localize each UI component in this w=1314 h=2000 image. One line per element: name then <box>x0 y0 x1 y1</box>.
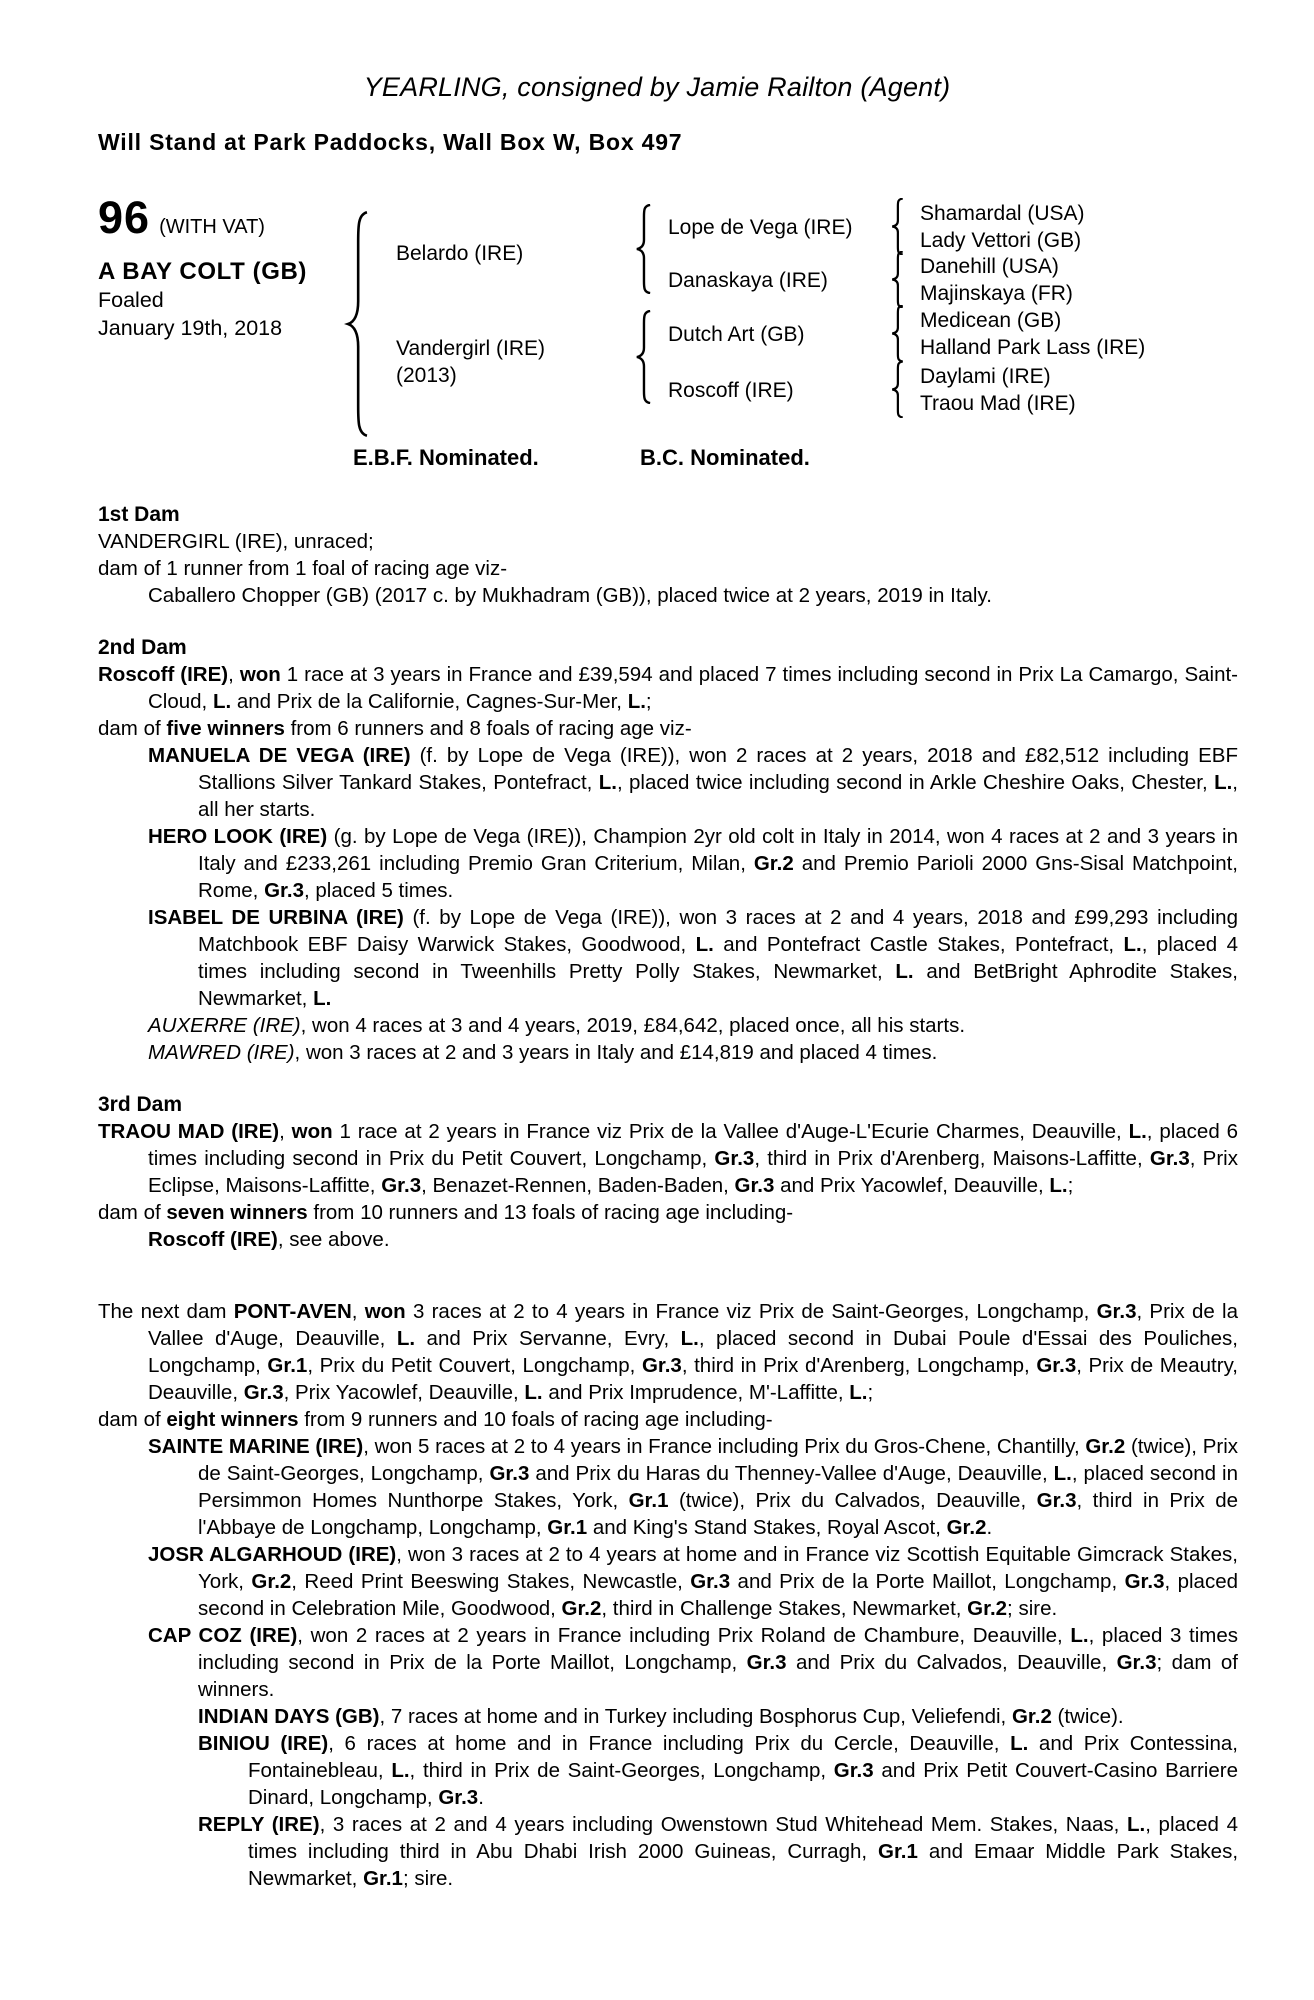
text-segment: ; <box>645 690 652 713</box>
text-segment: VANDERGIRL (IRE), unraced; <box>98 530 374 553</box>
text-segment: from 6 runners and 8 foals of racing age viz- <box>284 717 692 740</box>
text-segment: five winners <box>166 717 285 740</box>
grandsire-name: Shamardal (USA) <box>920 202 1085 225</box>
text-segment: , 3 races at 2 and 4 years including Owenstown Stud Whitehead Mem. Stakes, Naas, <box>319 1813 1127 1836</box>
text-segment: Gr.2 <box>967 1597 1008 1620</box>
dam-section-heading: 1st Dam <box>98 503 180 526</box>
dam-section <box>98 1298 1238 1892</box>
text-segment: dam of <box>98 1201 167 1224</box>
granddam-name: Halland Park Lass (IRE) <box>920 336 1146 359</box>
pedigree-paragraph <box>98 1118 1238 1199</box>
text-segment: (twice). <box>1051 1705 1124 1728</box>
pedigree-paragraph <box>98 1039 1238 1066</box>
text-segment: . <box>986 1516 993 1539</box>
pedigree-paragraph <box>98 1541 1238 1622</box>
text-segment: Gr.3 <box>1124 1570 1165 1593</box>
text-segment: MANUELA DE VEGA (IRE) <box>148 744 411 767</box>
text-segment: and Prix du Calvados, Deauville, <box>786 1651 1117 1674</box>
lot-block <box>98 192 307 342</box>
text-segment: Caballero Chopper (GB) (2017 c. by Mukhadram (GB)), placed twice at 2 years, 2019 in Italy. <box>148 584 992 607</box>
text-segment: , won 2 races at 2 years in France including Prix Roland de Chambure, Deauville, <box>297 1624 1071 1647</box>
text-segment: , third in Prix de l'Abbaye de Longchamp, Longchamp, <box>198 1489 1239 1539</box>
text-segment: Gr.2 <box>946 1516 987 1539</box>
text-segment: 1 race at 3 years in France and £39,594 and placed 7 times including second in Prix La Camargo, Saint-Cloud, <box>148 663 1238 713</box>
text-segment: , placed 6 times including second in Prix du Petit Couvert, Longchamp, <box>148 1120 1238 1170</box>
text-segment: TRAOU MAD (IRE) <box>98 1120 280 1143</box>
text-segment: Gr.3 <box>1036 1489 1077 1512</box>
page-title: YEARLING, consigned by Jamie Railton (Agent) <box>363 72 951 102</box>
text-segment: and Prix Servanne, Evry, <box>415 1327 681 1350</box>
text-segment: , won 5 races at 2 to 4 years in France including Prix du Gros-Chene, Chantilly, <box>363 1435 1086 1458</box>
text-segment: L. <box>524 1381 543 1404</box>
pedigree-paragraph <box>98 1730 1238 1811</box>
text-segment: seven winners <box>166 1201 308 1224</box>
pedigree-paragraph <box>98 823 1238 904</box>
pedigree-paragraph <box>98 1199 1238 1226</box>
text-segment: and Prix Petit Couvert-Casino Barriere Dinard, Longchamp, <box>248 1759 1238 1809</box>
text-segment: , Prix de la Vallee d'Auge, Deauville, <box>148 1300 1238 1350</box>
text-segment: , Reed Print Beeswing Stakes, Newcastle, <box>291 1570 691 1593</box>
text-segment: ; <box>1067 1174 1074 1197</box>
text-segment: JOSR ALGARHOUD (IRE) <box>148 1543 397 1566</box>
ebf-nomination: E.B.F. Nominated. <box>353 445 539 470</box>
text-segment: Gr.2 <box>1085 1435 1126 1458</box>
text-segment: won <box>291 1120 333 1143</box>
pedigree-paragraph <box>98 528 1238 555</box>
text-segment: , won 3 races at 2 and 3 years in Italy and £14,819 and placed 4 times. <box>294 1041 938 1064</box>
text-segment: , placed second in Dubai Poule d'Essai des Pouliches, Longchamp, <box>148 1327 1238 1377</box>
foaled-date: January 19th, 2018 <box>98 316 283 340</box>
text-segment: Gr.2 <box>251 1570 292 1593</box>
text-segment: (twice), Prix de Saint-Georges, Longchamp, <box>198 1435 1239 1485</box>
text-segment: 3 races at 2 to 4 years in France viz Prix de Saint-Georges, Longchamp, <box>405 1300 1097 1323</box>
text-segment: Gr.3 <box>734 1174 775 1197</box>
text-segment: dam of 1 runner from 1 foal of racing age viz- <box>98 557 508 580</box>
granddam-name: Lady Vettori (GB) <box>920 229 1082 252</box>
dam-sections <box>98 501 1238 1892</box>
text-segment: , Prix du Petit Couvert, Longchamp, <box>307 1354 642 1377</box>
text-segment: , 6 races at home and in France including Prix du Cercle, Deauville, <box>328 1732 1011 1755</box>
text-segment: , <box>279 1120 292 1143</box>
text-segment: Gr.3 <box>833 1759 874 1782</box>
text-segment: and Prix du Haras du Thenney-Vallee d'Auge, Deauville, <box>529 1462 1054 1485</box>
text-segment: L. <box>212 690 232 713</box>
text-segment: Gr.3 <box>381 1174 422 1197</box>
dam-section <box>98 634 1238 1066</box>
pedigree-brace-sire <box>634 204 653 294</box>
text-segment: L. <box>1049 1174 1068 1197</box>
text-segment: from 10 runners and 13 foals of racing age including- <box>307 1201 794 1224</box>
text-segment: L. <box>1010 1732 1029 1755</box>
pedigree-brace-gp2 <box>890 251 905 308</box>
pedigree-paragraph <box>98 904 1238 1012</box>
pedigree-brace-gp3 <box>890 305 905 362</box>
text-segment: Gr.2 <box>1011 1705 1052 1728</box>
text-segment: Gr.3 <box>264 879 304 902</box>
text-segment: dam of <box>98 717 167 740</box>
text-segment: won <box>239 663 281 686</box>
text-segment: MAWRED (IRE) <box>148 1041 295 1064</box>
text-segment: , won 4 races at 3 and 4 years, 2019, £84,642, placed once, all his starts. <box>300 1014 966 1037</box>
text-segment: L. <box>1123 933 1142 956</box>
text-segment: (twice), Prix du Calvados, Deauville, <box>668 1489 1037 1512</box>
text-segment: , third in Prix d'Arenberg, Longchamp, <box>681 1354 1037 1377</box>
pedigree-paragraph <box>98 1406 1238 1433</box>
text-segment: and Prix Yacowlef, Deauville, <box>774 1174 1050 1197</box>
pedigree-paragraph <box>98 715 1238 742</box>
lot-number: 96 <box>98 192 151 243</box>
text-segment: Gr.1 <box>628 1489 669 1512</box>
text-segment: Gr.3 <box>641 1354 682 1377</box>
text-segment: L. <box>1070 1624 1089 1647</box>
text-segment: ; dam of winners. <box>198 1651 1238 1701</box>
text-segment: Gr.3 <box>438 1786 479 1809</box>
sire-dam-name: Danaskaya (IRE) <box>668 269 828 292</box>
text-segment: , placed 5 times. <box>303 879 454 902</box>
text-segment: L. <box>1053 1462 1072 1485</box>
text-segment: and King's Stand Stakes, Royal Ascot, <box>587 1516 947 1539</box>
foaled-label: Foaled <box>98 288 164 312</box>
text-segment: Gr.3 <box>1036 1354 1077 1377</box>
text-segment: L. <box>680 1327 699 1350</box>
dam-section <box>98 501 1238 609</box>
text-segment: and Premio Parioli 2000 Gns-Sisal Matchpoint, Rome, <box>198 852 1238 902</box>
text-segment: REPLY (IRE) <box>198 1813 320 1836</box>
pedigree-paragraph <box>98 1622 1238 1703</box>
lot-description: A BAY COLT (GB) <box>98 258 308 285</box>
text-segment: , <box>351 1300 365 1323</box>
text-segment: , placed second in Celebration Mile, Goodwood, <box>198 1570 1239 1620</box>
text-segment: and Emaar Middle Park Stakes, Newmarket, <box>248 1840 1239 1890</box>
granddam-name: Majinskaya (FR) <box>920 282 1073 305</box>
text-segment: L. <box>1128 1120 1147 1143</box>
text-segment: , third in Prix d'Arenberg, Maisons-Laffitte, <box>754 1147 1150 1170</box>
text-segment: Roscoff (IRE) <box>148 1228 278 1251</box>
pedigree-paragraph <box>98 1226 1238 1253</box>
text-segment: and Prix de la Porte Maillot, Longchamp, <box>730 1570 1125 1593</box>
bc-nomination: B.C. Nominated. <box>640 445 810 470</box>
pedigree-brace-gp4 <box>890 361 905 418</box>
text-segment: Gr.2 <box>753 852 794 875</box>
grandsire-name: Medicean (GB) <box>920 309 1062 332</box>
text-segment: PONT-AVEN <box>233 1300 352 1323</box>
text-segment: , see above. <box>277 1228 390 1251</box>
text-segment: , third in Challenge Stakes, Newmarket, <box>601 1597 968 1620</box>
text-segment: ; <box>867 1381 874 1404</box>
text-segment: eight winners <box>166 1408 299 1431</box>
text-segment: BINIOU (IRE) <box>198 1732 329 1755</box>
text-segment: , <box>228 663 240 686</box>
pedigree-paragraph <box>98 1811 1238 1892</box>
pedigree-paragraph <box>98 1298 1238 1406</box>
text-segment: HERO LOOK (IRE) <box>148 825 328 848</box>
text-segment: Gr.3 <box>1096 1300 1137 1323</box>
text-segment: The next dam <box>98 1300 234 1323</box>
text-segment: (f. by Lope de Vega (IRE)), won 3 races at 2 and 4 years, 2018 and £99,293 including Matchbook EBF Daisy Warwick Stakes, Goodwood, <box>198 906 1238 956</box>
text-segment: Roscoff (IRE) <box>98 663 229 686</box>
granddam-name: Traou Mad (IRE) <box>920 392 1076 415</box>
text-segment: Gr.2 <box>561 1597 602 1620</box>
text-segment: won <box>364 1300 406 1323</box>
text-segment: , placed 4 times including third in Abu Dhabi Irish 2000 Guineas, Curragh, <box>248 1813 1238 1863</box>
pedigree-paragraph <box>98 661 1238 715</box>
text-segment: Gr.3 <box>489 1462 530 1485</box>
text-segment: , all her starts. <box>198 771 1238 821</box>
text-segment: and BetBright Aphrodite Stakes, Newmarket, <box>198 960 1238 1010</box>
text-segment: Gr.3 <box>746 1651 787 1674</box>
text-segment: , placed 4 times including second in Tweenhills Pretty Polly Stakes, Newmarket, <box>198 933 1238 983</box>
dam-sire-name: Dutch Art (GB) <box>668 323 805 346</box>
text-segment: SAINTE MARINE (IRE) <box>148 1435 364 1458</box>
text-segment: Gr.3 <box>243 1381 284 1404</box>
text-segment: Gr.3 <box>1149 1147 1190 1170</box>
text-segment: L. <box>849 1381 868 1404</box>
text-segment: Gr.1 <box>363 1867 403 1890</box>
text-segment: , Prix de Meautry, Deauville, <box>148 1354 1238 1404</box>
sire-sire-name: Lope de Vega (IRE) <box>668 216 853 239</box>
text-segment: Gr.3 <box>714 1147 755 1170</box>
text-segment: L. <box>598 771 617 794</box>
text-segment: , Prix Eclipse, Maisons-Laffitte, <box>148 1147 1238 1197</box>
lot-number-line <box>98 192 307 244</box>
text-segment: L. <box>895 960 914 983</box>
text-segment: (f. by Lope de Vega (IRE)), won 2 races at 2 years, 2018 and £82,512 including EBF Stallions Silver Tankard Stakes, Pontefract, <box>198 744 1238 794</box>
pedigree-brace-main <box>344 210 371 438</box>
text-segment: Gr.1 <box>547 1516 588 1539</box>
dam-dam-name: Roscoff (IRE) <box>668 379 794 402</box>
text-segment: L. <box>313 987 332 1010</box>
stand-location-line: Will Stand at Park Paddocks, Wall Box W, Box 497 <box>98 129 683 155</box>
sire-name: Belardo (IRE) <box>396 242 524 265</box>
text-segment: , placed second in Persimmon Homes Nunthorpe Stakes, York, <box>198 1462 1238 1512</box>
text-segment: and Prix Contessina, Fontainebleau, <box>248 1732 1238 1782</box>
dam-section-heading: 3rd Dam <box>98 1093 183 1116</box>
grandsire-name: Daylami (IRE) <box>920 365 1051 388</box>
text-segment: L. <box>1214 771 1233 794</box>
text-segment: Gr.1 <box>878 1840 918 1863</box>
pedigree-brace-gp1 <box>890 198 905 255</box>
text-segment: , 7 races at home and in Turkey including Bosphorus Cup, Veliefendi, <box>379 1705 1012 1728</box>
pedigree-paragraph <box>98 1012 1238 1039</box>
dam-section <box>98 1091 1238 1253</box>
text-segment: CAP COZ (IRE) <box>148 1624 298 1647</box>
text-segment: Gr.3 <box>690 1570 731 1593</box>
pedigree-table <box>98 192 1258 476</box>
grandsire-name: Danehill (USA) <box>920 255 1059 278</box>
pedigree-paragraph <box>98 582 1238 609</box>
text-segment: and Pontefract Castle Stakes, Pontefract, <box>713 933 1124 956</box>
text-segment: ISABEL DE URBINA (IRE) <box>148 906 404 929</box>
text-segment: . <box>478 1786 484 1809</box>
pedigree-paragraph <box>98 1433 1238 1541</box>
text-segment: Gr.3 <box>1116 1651 1157 1674</box>
text-segment: 1 race at 2 years in France viz Prix de la Vallee d'Auge-L'Ecurie Charmes, Deauville, <box>332 1120 1129 1143</box>
dam-section-heading: 2nd Dam <box>98 636 187 659</box>
text-segment: dam of <box>98 1408 167 1431</box>
text-segment: L. <box>396 1327 416 1350</box>
pedigree-paragraph <box>98 555 1238 582</box>
text-segment: L. <box>1126 1813 1146 1836</box>
vat-note: (WITH VAT) <box>159 216 265 238</box>
pedigree-brace-dam <box>634 310 653 404</box>
text-segment: from 9 runners and 10 foals of racing age including- <box>298 1408 773 1431</box>
text-segment: (g. by Lope de Vega (IRE)), Champion 2yr old colt in Italy in 2014, won 4 races at 2 and 3 years in Italy and £233,261 including Premio Gran Criterium, Milan, <box>198 825 1238 875</box>
dam-name: Vandergirl (IRE) <box>396 337 545 360</box>
text-segment: INDIAN DAYS (GB) <box>198 1705 380 1728</box>
text-segment: ; sire. <box>402 1867 454 1890</box>
pedigree-paragraph <box>98 1703 1238 1730</box>
text-segment: , won 3 races at 2 to 4 years at home and in France viz Scottish Equitable Gimcrack Stakes, York, <box>198 1543 1238 1593</box>
text-segment: , Prix Yacowlef, Deauville, <box>283 1381 525 1404</box>
text-segment: ; sire. <box>1007 1597 1058 1620</box>
text-segment: and Prix de la Californie, Cagnes-Sur-Mer, <box>231 690 628 713</box>
text-segment: L. <box>695 933 714 956</box>
text-segment: L. <box>391 1759 410 1782</box>
text-segment: Gr.1 <box>267 1354 308 1377</box>
text-segment: AUXERRE (IRE) <box>148 1014 301 1037</box>
text-segment: , third in Prix de Saint-Georges, Longchamp, <box>409 1759 834 1782</box>
text-segment: , placed twice including second in Arkle Cheshire Oaks, Chester, <box>616 771 1215 794</box>
text-segment: , placed 3 times including second in Prix de la Porte Maillot, Longchamp, <box>198 1624 1238 1674</box>
text-segment: , Benazet-Rennen, Baden-Baden, <box>421 1174 735 1197</box>
text-segment: and Prix Imprudence, M'-Laffitte, <box>542 1381 850 1404</box>
pedigree-paragraph <box>98 742 1238 823</box>
dam-year: (2013) <box>396 364 457 387</box>
text-segment: L. <box>627 690 646 713</box>
